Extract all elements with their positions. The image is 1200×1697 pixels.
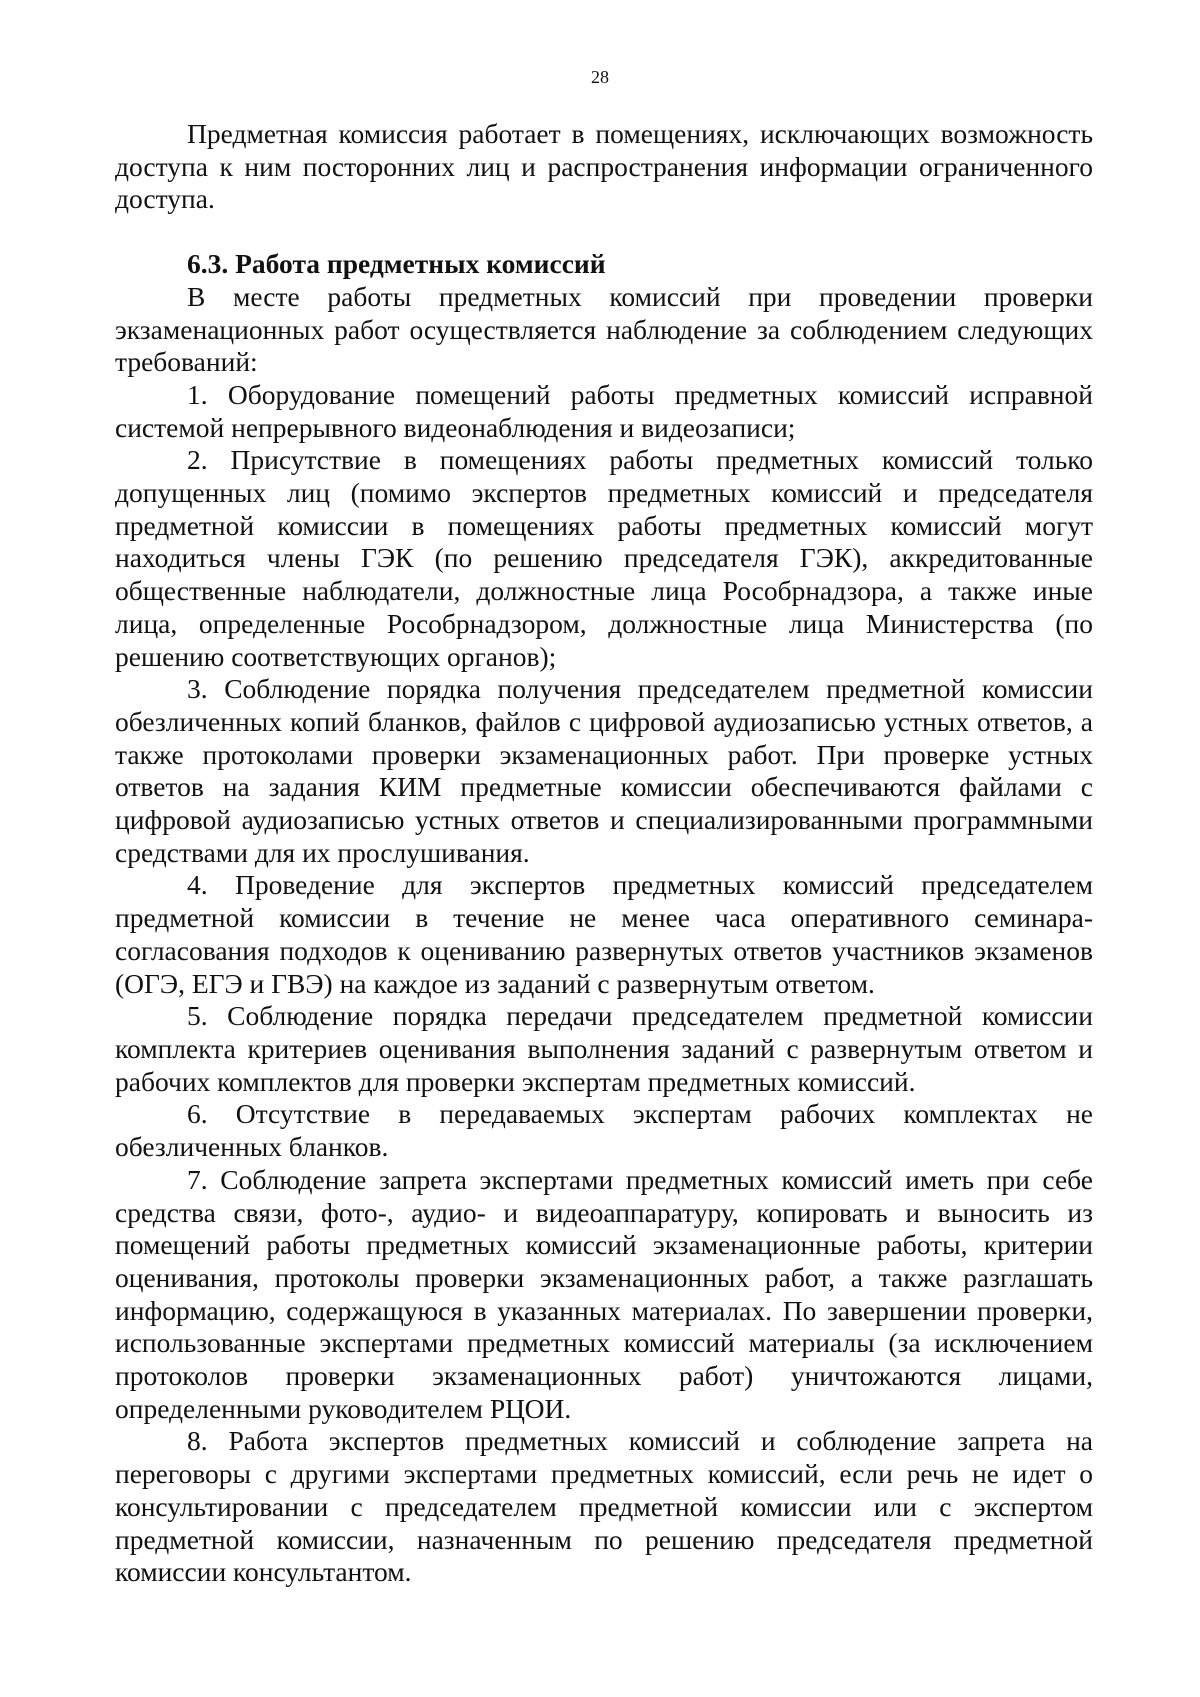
- requirement-item: 3. Соблюдение порядка получения председателем предметной комиссии обезличенных копий бланков, файлов с цифровой аудиозаписью устных ответов, а также протоколами проверки экзаменационных работ. При проверке устных ответов на задания КИМ предметные комиссии обеспечиваются файлами с цифровой аудиозаписью устных ответов и специализированными программными средствами для их прослушивания.: [115, 673, 1093, 868]
- requirement-item: 5. Соблюдение порядка передачи председателем предметной комиссии комплекта критериев оценивания выполнения заданий с развернутым ответом и рабочих комплектов для проверки экспертам предметных комиссий.: [115, 1000, 1093, 1097]
- intro-paragraph: Предметная комиссия работает в помещениях, исключающих возможность доступа к ним посторонних лиц и распространения информации ограниченного доступа.: [115, 118, 1093, 215]
- document-body: [115, 118, 1093, 1589]
- requirement-item: 6. Отсутствие в передаваемых экспертам рабочих комплектах не обезличенных бланков.: [115, 1098, 1093, 1163]
- requirement-item: 7. Соблюдение запрета экспертами предметных комиссий иметь при себе средства связи, фото-, аудио- и видеоаппаратуру, копировать и выносить из помещений работы предметных комиссий экзаменационные работы, критерии оценивания, протоколы проверки экзаменационных работ, а также разглашать информацию, содержащуюся в указанных материалах. По завершении проверки, использованные экспертами предметных комиссий материалы (за исключением протоколов проверки экзаменационных работ) уничтожаются лицами, определенными руководителем РЦОИ.: [115, 1163, 1093, 1424]
- requirement-item: 8. Работа экспертов предметных комиссий и соблюдение запрета на переговоры с другими экспертами предметных комиссий, если речь не идет о консультировании с председателем предметной комиссии или с экспертом предметной комиссии, назначенным по решению председателя предметной комиссии консультантом.: [115, 1425, 1093, 1588]
- requirement-item: 1. Оборудование помещений работы предметных комиссий исправной системой непрерывного видеонаблюдения и видеозаписи;: [115, 378, 1093, 443]
- section-heading: 6.3. Работа предметных комиссий: [187, 248, 606, 280]
- requirement-item: 4. Проведение для экспертов предметных комиссий председателем предметной комиссии в течение не менее часа оперативного семинара-согласования подходов к оцениванию развернутых ответов участников экзаменов (ОГЭ, ЕГЭ и ГВЭ) на каждое из заданий с развернутым ответом.: [115, 869, 1093, 999]
- page-number: 28: [591, 67, 609, 87]
- requirement-item: 2. Присутствие в помещениях работы предметных комиссий только допущенных лиц (помимо экспертов предметных комиссий и председателя предметной комиссии в помещениях работы предметных комиссий могут находиться члены ГЭК (по решению председателя ГЭК), аккредитованные общественные наблюдатели, должностные лица Рособрнадзора, а также иные лица, определенные Рособрнадзором, должностные лица Министерства (по решению соответствующих органов);: [115, 444, 1093, 672]
- section-lead-paragraph: В месте работы предметных комиссий при проведении проверки экзаменационных работ осуществляется наблюдение за соблюдением следующих требований:: [115, 280, 1093, 378]
- section-spacer: [115, 216, 1093, 248]
